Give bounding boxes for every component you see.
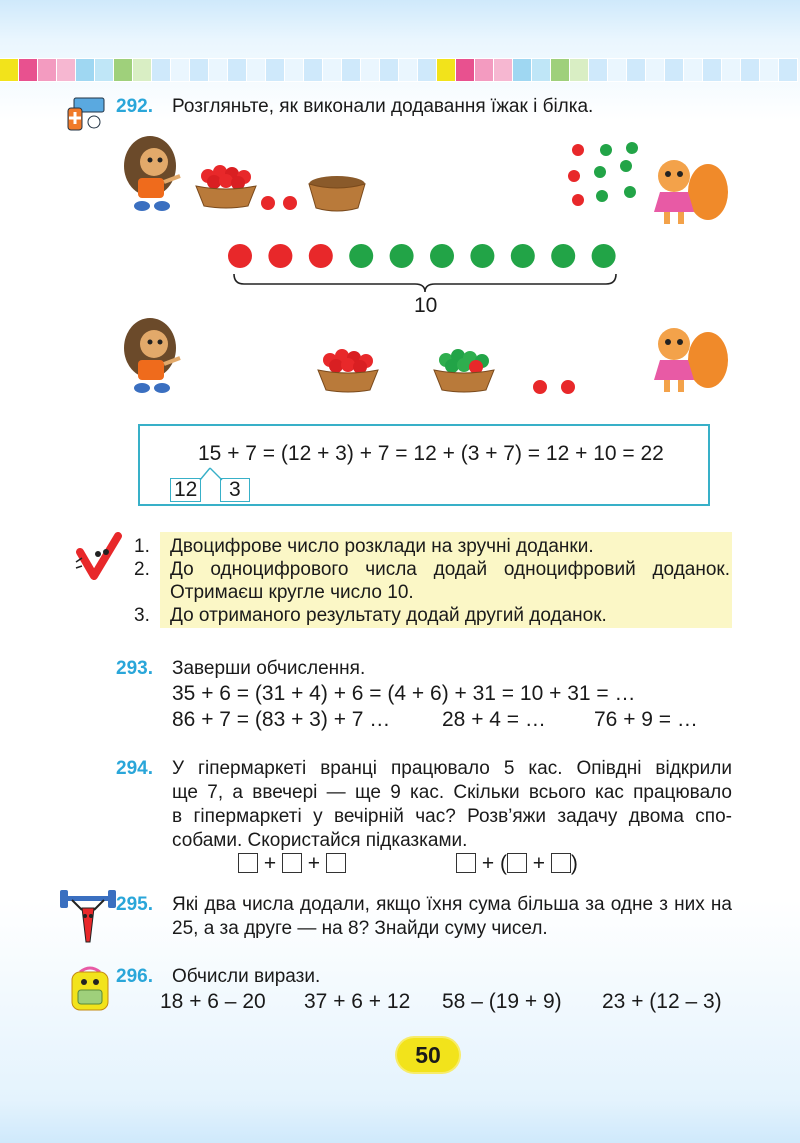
strip-cell: [152, 58, 171, 82]
exercise-296-expr: 23 + (12 – 3): [602, 990, 722, 1013]
red-apple-basket-illustration: [316, 344, 380, 394]
strip-cell: [380, 58, 399, 82]
strip-cell: [646, 58, 665, 82]
exercise-294-number: 294.: [116, 758, 153, 779]
strip-cell: [19, 58, 38, 82]
strip-cell: [190, 58, 209, 82]
strip-cell: [266, 58, 285, 82]
brace-label: 10: [414, 294, 438, 317]
strip-cell: [304, 58, 323, 82]
strip-cell: [684, 58, 703, 82]
strip-cell: [494, 58, 513, 82]
green-dot: [390, 244, 414, 268]
split-box-3: 3: [220, 478, 250, 502]
strip-cell: [722, 58, 741, 82]
close-paren: ): [570, 852, 578, 875]
strip-cell: [779, 58, 798, 82]
green-dot: [470, 244, 494, 268]
exercise-294-line: ще 7, а ввечері — ще 9 кас. Скільки всього кас працювало: [172, 782, 732, 803]
answer-box[interactable]: [238, 853, 258, 873]
plus-sign: +: [481, 852, 495, 875]
exercise-294-line: собами. Скористайся підказками.: [172, 830, 468, 851]
hedgehog-illustration: [118, 314, 184, 396]
split-box-12: 12: [170, 478, 201, 502]
checkmark-mascot-icon: [74, 532, 124, 580]
backpack-mascot-icon: [66, 964, 114, 1014]
strip-cell: [399, 58, 418, 82]
strip-cell: [133, 58, 152, 82]
exercise-293-expr-b: 28 + 4 = …: [442, 708, 546, 731]
answer-box[interactable]: [551, 853, 571, 873]
answer-box[interactable]: [282, 853, 302, 873]
strip-cell: [608, 58, 627, 82]
rule-text-2: До одноцифрового числа додай одноцифровий доданок.: [170, 559, 730, 580]
strip-cell: [95, 58, 114, 82]
plus-sign: +: [532, 852, 546, 875]
strip-cell: [589, 58, 608, 82]
weightlifter-mascot-icon: [60, 888, 116, 946]
strip-cell: [665, 58, 684, 82]
exercise-296-expr: 58 – (19 + 9): [442, 990, 562, 1013]
answer-box[interactable]: [326, 853, 346, 873]
rule-num-3: 3.: [134, 605, 150, 626]
strip-cell: [247, 58, 266, 82]
squirrel-illustration: [640, 148, 730, 230]
strip-cell: [57, 58, 76, 82]
strip-cell: [475, 58, 494, 82]
calculator-mascot-icon: [64, 94, 112, 134]
exercise-296-text: Обчисли вирази.: [172, 966, 321, 987]
exercise-293-line1: 35 + 6 = (31 + 4) + 6 = (4 + 6) + 31 = 10 + 31 = …: [172, 682, 636, 705]
strip-cell: [114, 58, 133, 82]
plus-sign: +: [263, 852, 277, 875]
strip-cell: [323, 58, 342, 82]
open-paren: (: [499, 852, 507, 875]
equation-box: [138, 424, 710, 506]
exercise-293-expr-a: 86 + 7 = (83 + 3) + 7 …: [172, 708, 391, 731]
green-dot: [430, 244, 454, 268]
exercise-294-line: в гіпермаркеті у вечірній час? Розв’яжи задачу двома спо-: [172, 806, 732, 827]
answer-box[interactable]: [456, 853, 476, 873]
strip-cell: [171, 58, 190, 82]
ten-dots-row: [226, 238, 616, 274]
strip-cell: [209, 58, 228, 82]
exercise-296-expr: 37 + 6 + 12: [304, 990, 411, 1013]
strip-cell: [532, 58, 551, 82]
red-dot: [228, 244, 252, 268]
exercise-295-number: 295.: [116, 894, 153, 915]
exercise-296-number: 296.: [116, 966, 153, 987]
two-apples-icon: [258, 192, 302, 212]
strip-cell: [570, 58, 589, 82]
exercise-295-line: Які два числа додали, якщо їхня сума більша за одне з них на: [172, 894, 732, 915]
strip-cell: [551, 58, 570, 82]
strip-cell: [703, 58, 722, 82]
hint-2: [456, 852, 578, 876]
exercise-293-expr-c: 76 + 9 = …: [594, 708, 698, 731]
strip-cell: [741, 58, 760, 82]
apple-basket-illustration: [194, 160, 258, 210]
top-color-strip: [0, 58, 800, 82]
exercise-293-text: Заверши обчислення.: [172, 658, 366, 679]
two-apples-icon: [530, 376, 580, 396]
rule-num-2: 2.: [134, 559, 150, 580]
exercise-296-expr: 18 + 6 – 20: [160, 990, 266, 1013]
green-dot: [511, 244, 535, 268]
strip-cell: [38, 58, 57, 82]
red-dot: [268, 244, 292, 268]
brace-line: [232, 272, 618, 294]
green-dot: [349, 244, 373, 268]
scattered-apples-illustration: [566, 138, 646, 218]
rule-text-3: До отриманого результату додай другий доданок.: [170, 605, 607, 626]
answer-box[interactable]: [507, 853, 527, 873]
green-dot: [592, 244, 616, 268]
rule-text-2-cont: Отримаєш кругле число 10.: [170, 582, 414, 603]
green-apple-basket-illustration: [432, 344, 496, 394]
rule-num-1: 1.: [134, 536, 150, 557]
exercise-292-text: Розгляньте, як виконали додавання їжак і білка.: [172, 96, 594, 117]
exercise-295-line: 25, а за друге — на 8? Знайди суму чисел.: [172, 918, 548, 939]
strip-cell: [437, 58, 456, 82]
hedgehog-illustration: [118, 132, 184, 214]
empty-basket-illustration: [306, 172, 368, 214]
strip-cell: [285, 58, 304, 82]
strip-cell: [760, 58, 779, 82]
strip-cell: [228, 58, 247, 82]
strip-cell: [418, 58, 437, 82]
strip-cell: [76, 58, 95, 82]
exercise-294-line: У гіпермаркеті вранці працювало 5 кас. Опівдні відкрили: [172, 758, 732, 779]
strip-cell: [0, 58, 19, 82]
rule-text-1: Двоцифрове число розклади на зручні доданки.: [170, 536, 594, 557]
strip-cell: [627, 58, 646, 82]
strip-cell: [342, 58, 361, 82]
red-dot: [309, 244, 333, 268]
strip-cell: [361, 58, 380, 82]
strip-cell: [513, 58, 532, 82]
strip-cell: [456, 58, 475, 82]
exercise-292-number: 292.: [116, 96, 153, 117]
squirrel-illustration: [640, 316, 730, 398]
plus-sign: +: [307, 852, 321, 875]
hint-1: [238, 852, 346, 876]
exercise-293-number: 293.: [116, 658, 153, 679]
equation-292: 15 + 7 = (12 + 3) + 7 = 12 + (3 + 7) = 12 + 10 = 22: [198, 442, 664, 465]
page-number: 50: [397, 1038, 459, 1072]
green-dot: [551, 244, 575, 268]
